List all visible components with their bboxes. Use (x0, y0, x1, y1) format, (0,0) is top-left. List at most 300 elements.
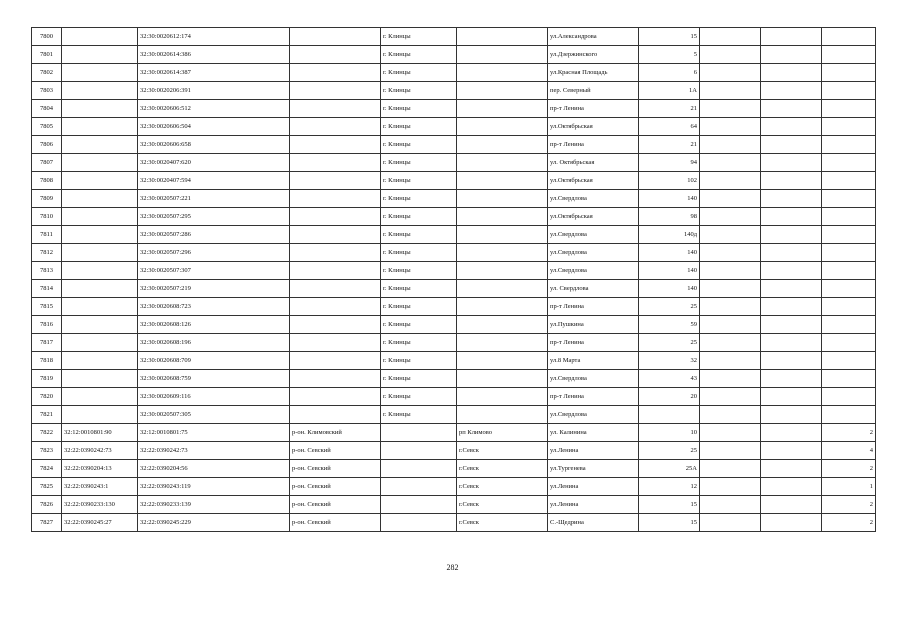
empty-cell (761, 64, 822, 82)
city-cell: г. Клинцы (381, 172, 457, 190)
value-cell (822, 28, 876, 46)
row-number-cell: 7819 (32, 370, 62, 388)
city-cell: г. Клинцы (381, 154, 457, 172)
value-cell (822, 100, 876, 118)
old-cadastral-number-cell: 32:22:0390243:1 (62, 478, 138, 496)
empty-cell (700, 406, 761, 424)
row-number-cell: 7825 (32, 478, 62, 496)
old-cadastral-number-cell (62, 388, 138, 406)
district-cell (290, 154, 381, 172)
district-cell (290, 298, 381, 316)
city-cell: г. Клинцы (381, 82, 457, 100)
row-number-cell: 7820 (32, 388, 62, 406)
cadastral-number-cell: 32:30:0020507:305 (138, 406, 290, 424)
old-cadastral-number-cell (62, 190, 138, 208)
empty-cell (761, 388, 822, 406)
locality-cell: г.Севск (457, 496, 548, 514)
empty-cell (700, 244, 761, 262)
empty-cell (761, 370, 822, 388)
empty-cell (761, 154, 822, 172)
street-cell: ул.Октябрьская (548, 118, 639, 136)
table-row (32, 208, 876, 226)
district-cell (290, 244, 381, 262)
table-row (32, 388, 876, 406)
cadastral-number-cell: 32:30:0020606:504 (138, 118, 290, 136)
row-number-cell: 7806 (32, 136, 62, 154)
district-cell (290, 262, 381, 280)
locality-cell: г.Севск (457, 478, 548, 496)
city-cell: г. Клинцы (381, 190, 457, 208)
street-cell: ул.Свердлова (548, 244, 639, 262)
locality-cell (457, 370, 548, 388)
empty-cell (700, 298, 761, 316)
empty-cell (700, 478, 761, 496)
cadastral-number-cell: 32:30:0020206:391 (138, 82, 290, 100)
locality-cell (457, 190, 548, 208)
street-cell: ул.Октябрьская (548, 172, 639, 190)
cadastral-number-cell: 32:30:0020608:723 (138, 298, 290, 316)
empty-cell (761, 460, 822, 478)
cadastral-number-cell: 32:30:0020507:221 (138, 190, 290, 208)
table-row (32, 352, 876, 370)
locality-cell: г.Севск (457, 460, 548, 478)
empty-cell (761, 28, 822, 46)
street-cell: ул.Дзержинского (548, 46, 639, 64)
district-cell (290, 208, 381, 226)
row-number-cell: 7808 (32, 172, 62, 190)
house-number-cell: 6 (639, 64, 700, 82)
district-cell (290, 316, 381, 334)
city-cell: г. Клинцы (381, 208, 457, 226)
row-number-cell: 7803 (32, 82, 62, 100)
house-number-cell: 140 (639, 262, 700, 280)
value-cell (822, 172, 876, 190)
cadastral-number-cell: 32:30:0020407:594 (138, 172, 290, 190)
cadastral-number-cell: 32:30:0020407:620 (138, 154, 290, 172)
table-row (32, 298, 876, 316)
cadastral-number-cell: 32:22:0390233:139 (138, 496, 290, 514)
old-cadastral-number-cell (62, 334, 138, 352)
street-cell: ул.Тургенева (548, 460, 639, 478)
street-cell: пер. Северный (548, 82, 639, 100)
street-cell: С.-Щедрина (548, 514, 639, 532)
value-cell (822, 316, 876, 334)
empty-cell (761, 352, 822, 370)
locality-cell (457, 154, 548, 172)
value-cell (822, 118, 876, 136)
empty-cell (700, 370, 761, 388)
row-number-cell: 7823 (32, 442, 62, 460)
table-row (32, 28, 876, 46)
old-cadastral-number-cell (62, 64, 138, 82)
empty-cell (761, 208, 822, 226)
row-number-cell: 7818 (32, 352, 62, 370)
city-cell: г. Клинцы (381, 226, 457, 244)
value-cell (822, 190, 876, 208)
street-cell: ул.Ленина (548, 478, 639, 496)
empty-cell (700, 118, 761, 136)
house-number-cell: 21 (639, 100, 700, 118)
empty-cell (700, 82, 761, 100)
empty-cell (700, 316, 761, 334)
row-number-cell: 7822 (32, 424, 62, 442)
row-number-cell: 7807 (32, 154, 62, 172)
empty-cell (700, 226, 761, 244)
street-cell: ул. Свердлова (548, 280, 639, 298)
old-cadastral-number-cell (62, 100, 138, 118)
street-cell: пр-т Ленина (548, 100, 639, 118)
city-cell (381, 424, 457, 442)
street-cell: ул.Свердлова (548, 406, 639, 424)
district-cell: р-он. Севский (290, 442, 381, 460)
old-cadastral-number-cell (62, 154, 138, 172)
row-number-cell: 7814 (32, 280, 62, 298)
city-cell: г. Клинцы (381, 316, 457, 334)
district-cell (290, 28, 381, 46)
row-number-cell: 7801 (32, 46, 62, 64)
street-cell: ул.Ленина (548, 442, 639, 460)
locality-cell (457, 172, 548, 190)
cadastral-number-cell: 32:30:0020608:196 (138, 334, 290, 352)
empty-cell (700, 442, 761, 460)
district-cell (290, 334, 381, 352)
value-cell (822, 388, 876, 406)
row-number-cell: 7815 (32, 298, 62, 316)
empty-cell (761, 298, 822, 316)
row-number-cell: 7817 (32, 334, 62, 352)
empty-cell (761, 100, 822, 118)
value-cell: 2 (822, 514, 876, 532)
district-cell (290, 82, 381, 100)
old-cadastral-number-cell (62, 370, 138, 388)
row-number-cell: 7816 (32, 316, 62, 334)
empty-cell (700, 154, 761, 172)
house-number-cell: 15 (639, 28, 700, 46)
district-cell (290, 136, 381, 154)
table-row (32, 478, 876, 496)
city-cell (381, 442, 457, 460)
cadastral-number-cell: 32:30:0020507:219 (138, 280, 290, 298)
empty-cell (761, 82, 822, 100)
old-cadastral-number-cell: 32:22:0390245:27 (62, 514, 138, 532)
row-number-cell: 7804 (32, 100, 62, 118)
value-cell (822, 352, 876, 370)
city-cell: г. Клинцы (381, 136, 457, 154)
empty-cell (761, 280, 822, 298)
house-number-cell: 5 (639, 46, 700, 64)
old-cadastral-number-cell: 32:22:0390242:73 (62, 442, 138, 460)
house-number-cell: 10 (639, 424, 700, 442)
empty-cell (700, 28, 761, 46)
locality-cell (457, 298, 548, 316)
old-cadastral-number-cell (62, 172, 138, 190)
old-cadastral-number-cell (62, 352, 138, 370)
old-cadastral-number-cell (62, 298, 138, 316)
empty-cell (761, 244, 822, 262)
city-cell: г. Клинцы (381, 262, 457, 280)
row-number-cell: 7800 (32, 28, 62, 46)
row-number-cell: 7821 (32, 406, 62, 424)
locality-cell (457, 100, 548, 118)
house-number-cell: 25 (639, 334, 700, 352)
value-cell (822, 154, 876, 172)
cadastral-number-cell: 32:30:0020507:307 (138, 262, 290, 280)
locality-cell (457, 46, 548, 64)
cadastral-number-cell: 32:22:0390242:73 (138, 442, 290, 460)
house-number-cell: 25 (639, 442, 700, 460)
table-row (32, 406, 876, 424)
locality-cell (457, 244, 548, 262)
locality-cell (457, 262, 548, 280)
cadastral-number-cell: 32:30:0020614:387 (138, 64, 290, 82)
city-cell (381, 496, 457, 514)
street-cell: ул. Октябрьская (548, 154, 639, 172)
table-row (32, 46, 876, 64)
old-cadastral-number-cell (62, 82, 138, 100)
value-cell (822, 46, 876, 64)
table-row (32, 280, 876, 298)
table-row (32, 460, 876, 478)
old-cadastral-number-cell (62, 280, 138, 298)
cadastral-number-cell: 32:30:0020608:126 (138, 316, 290, 334)
locality-cell (457, 64, 548, 82)
table-row (32, 190, 876, 208)
house-number-cell: 25 (639, 298, 700, 316)
page-number: 282 (446, 563, 459, 572)
cadastral-number-cell: 32:30:0020507:286 (138, 226, 290, 244)
register-table (31, 27, 876, 532)
value-cell: 2 (822, 496, 876, 514)
old-cadastral-number-cell (62, 28, 138, 46)
row-number-cell: 7802 (32, 64, 62, 82)
table-row (32, 334, 876, 352)
value-cell: 2 (822, 424, 876, 442)
locality-cell (457, 388, 548, 406)
value-cell: 1 (822, 478, 876, 496)
house-number-cell: 102 (639, 172, 700, 190)
empty-cell (700, 208, 761, 226)
district-cell (290, 280, 381, 298)
district-cell: р-он. Севский (290, 460, 381, 478)
house-number-cell: 98 (639, 208, 700, 226)
empty-cell (761, 172, 822, 190)
house-number-cell: 140д (639, 226, 700, 244)
city-cell (381, 514, 457, 532)
empty-cell (700, 352, 761, 370)
empty-cell (700, 388, 761, 406)
row-number-cell: 7826 (32, 496, 62, 514)
empty-cell (761, 118, 822, 136)
street-cell: ул.Свердлова (548, 262, 639, 280)
table-row (32, 316, 876, 334)
table-row (32, 136, 876, 154)
old-cadastral-number-cell: 32:12:0010801:90 (62, 424, 138, 442)
street-cell: пр-т Ленина (548, 388, 639, 406)
house-number-cell: 1А (639, 82, 700, 100)
table-row (32, 514, 876, 532)
old-cadastral-number-cell: 32:22:0390233:130 (62, 496, 138, 514)
house-number-cell: 15 (639, 514, 700, 532)
empty-cell (700, 460, 761, 478)
value-cell (822, 280, 876, 298)
city-cell: г. Клинцы (381, 244, 457, 262)
cadastral-number-cell: 32:30:0020507:296 (138, 244, 290, 262)
street-cell: ул.Красная Площадь (548, 64, 639, 82)
cadastral-number-cell: 32:12:0010801:75 (138, 424, 290, 442)
cadastral-number-cell: 32:22:0390243:119 (138, 478, 290, 496)
old-cadastral-number-cell (62, 406, 138, 424)
cadastral-number-cell: 32:30:0020606:512 (138, 100, 290, 118)
locality-cell: рп Климово (457, 424, 548, 442)
value-cell (822, 298, 876, 316)
city-cell: г. Клинцы (381, 64, 457, 82)
empty-cell (761, 262, 822, 280)
cadastral-number-cell: 32:30:0020609:116 (138, 388, 290, 406)
street-cell: ул.Александрова (548, 28, 639, 46)
empty-cell (761, 442, 822, 460)
district-cell: р-он. Севский (290, 478, 381, 496)
cadastral-number-cell: 32:30:0020612:174 (138, 28, 290, 46)
row-number-cell: 7812 (32, 244, 62, 262)
value-cell: 4 (822, 442, 876, 460)
locality-cell (457, 226, 548, 244)
locality-cell (457, 280, 548, 298)
old-cadastral-number-cell: 32:22:0390204:13 (62, 460, 138, 478)
row-number-cell: 7805 (32, 118, 62, 136)
locality-cell (457, 118, 548, 136)
locality-cell (457, 136, 548, 154)
city-cell: г. Клинцы (381, 388, 457, 406)
table-row (32, 100, 876, 118)
district-cell: р-он. Климовский (290, 424, 381, 442)
empty-cell (700, 46, 761, 64)
table-row (32, 172, 876, 190)
locality-cell (457, 208, 548, 226)
locality-cell: г.Севск (457, 442, 548, 460)
empty-cell (761, 46, 822, 64)
value-cell (822, 370, 876, 388)
city-cell: г. Клинцы (381, 100, 457, 118)
cadastral-number-cell: 32:30:0020614:386 (138, 46, 290, 64)
city-cell: г. Клинцы (381, 46, 457, 64)
old-cadastral-number-cell (62, 136, 138, 154)
empty-cell (761, 136, 822, 154)
house-number-cell: 20 (639, 388, 700, 406)
table-row (32, 64, 876, 82)
table-row (32, 118, 876, 136)
empty-cell (700, 514, 761, 532)
table-row (32, 262, 876, 280)
value-cell (822, 262, 876, 280)
district-cell (290, 370, 381, 388)
row-number-cell: 7813 (32, 262, 62, 280)
street-cell: ул.Октябрьская (548, 208, 639, 226)
locality-cell (457, 82, 548, 100)
old-cadastral-number-cell (62, 46, 138, 64)
row-number-cell: 7827 (32, 514, 62, 532)
empty-cell (700, 136, 761, 154)
cadastral-number-cell: 32:30:0020507:295 (138, 208, 290, 226)
old-cadastral-number-cell (62, 118, 138, 136)
empty-cell (700, 172, 761, 190)
table-row (32, 370, 876, 388)
empty-cell (700, 424, 761, 442)
empty-cell (700, 262, 761, 280)
empty-cell (700, 496, 761, 514)
cadastral-number-cell: 32:30:0020608:759 (138, 370, 290, 388)
old-cadastral-number-cell (62, 316, 138, 334)
district-cell: р-он. Севский (290, 514, 381, 532)
locality-cell: г.Севск (457, 514, 548, 532)
locality-cell (457, 28, 548, 46)
value-cell (822, 244, 876, 262)
locality-cell (457, 406, 548, 424)
district-cell (290, 406, 381, 424)
empty-cell (700, 190, 761, 208)
cadastral-number-cell: 32:22:0390204:56 (138, 460, 290, 478)
value-cell (822, 406, 876, 424)
city-cell: г. Клинцы (381, 370, 457, 388)
value-cell: 2 (822, 460, 876, 478)
register-table-body (32, 28, 876, 532)
locality-cell (457, 334, 548, 352)
value-cell (822, 334, 876, 352)
table-row (32, 244, 876, 262)
city-cell: г. Клинцы (381, 298, 457, 316)
street-cell: пр-т Ленина (548, 298, 639, 316)
empty-cell (761, 316, 822, 334)
street-cell: пр-т Ленина (548, 136, 639, 154)
value-cell (822, 82, 876, 100)
house-number-cell: 12 (639, 478, 700, 496)
city-cell: г. Клинцы (381, 352, 457, 370)
house-number-cell: 64 (639, 118, 700, 136)
district-cell (290, 388, 381, 406)
house-number-cell: 140 (639, 244, 700, 262)
street-cell: ул.Свердлова (548, 226, 639, 244)
empty-cell (761, 406, 822, 424)
old-cadastral-number-cell (62, 226, 138, 244)
district-cell (290, 46, 381, 64)
house-number-cell: 21 (639, 136, 700, 154)
empty-cell (700, 280, 761, 298)
house-number-cell (639, 406, 700, 424)
old-cadastral-number-cell (62, 262, 138, 280)
empty-cell (761, 478, 822, 496)
cadastral-number-cell: 32:22:0390245:229 (138, 514, 290, 532)
city-cell (381, 460, 457, 478)
street-cell: ул.Свердлова (548, 370, 639, 388)
house-number-cell: 94 (639, 154, 700, 172)
city-cell: г. Клинцы (381, 28, 457, 46)
row-number-cell: 7810 (32, 208, 62, 226)
row-number-cell: 7809 (32, 190, 62, 208)
locality-cell (457, 316, 548, 334)
old-cadastral-number-cell (62, 208, 138, 226)
house-number-cell: 25А (639, 460, 700, 478)
district-cell (290, 352, 381, 370)
street-cell: ул.Ленина (548, 496, 639, 514)
city-cell: г. Клинцы (381, 406, 457, 424)
street-cell: ул.8 Марта (548, 352, 639, 370)
district-cell (290, 226, 381, 244)
empty-cell (761, 514, 822, 532)
street-cell: пр-т Ленина (548, 334, 639, 352)
city-cell: г. Клинцы (381, 118, 457, 136)
row-number-cell: 7811 (32, 226, 62, 244)
street-cell: ул. Калинина (548, 424, 639, 442)
table-row (32, 226, 876, 244)
